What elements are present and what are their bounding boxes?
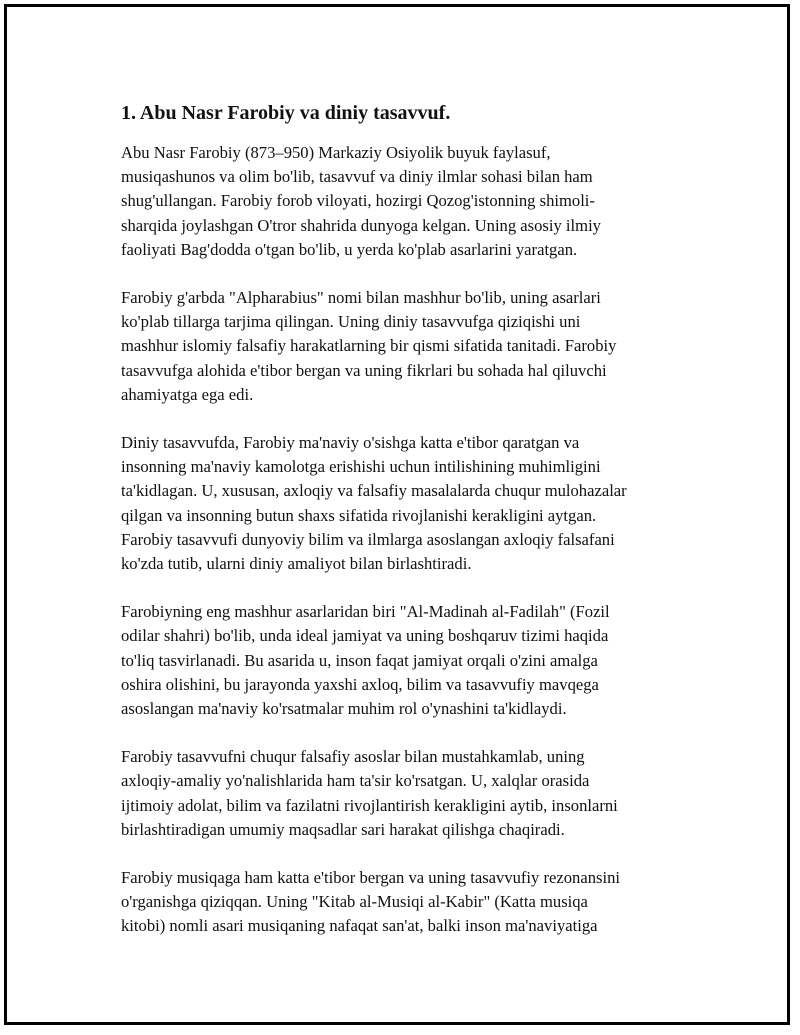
paragraph-line: to'liq tasvirlanadi. Bu asarida u, inson faqat jamiyat orqali o'zini amalga — [121, 650, 598, 670]
paragraph-line: Farobiyning eng mashhur asarlaridan biri "Al-Madinah al-Fadilah" (Fozil — [121, 602, 610, 622]
paragraph-line: ko'plab tillarga tarjima qilingan. Uning diniy tasavvufga qiziqishi uni — [121, 312, 581, 332]
paragraph-line: ahamiyatga ega edi. — [121, 384, 254, 404]
paragraph-line: tasavvufga alohida e'tibor bergan va uning fikrlari bu sohada hal qiluvchi — [121, 360, 607, 380]
paragraph-6 — [121, 866, 691, 939]
paragraph-line: birlashtiradigan umumiy maqsadlar sari harakat qilishga chaqiradi. — [121, 819, 565, 839]
paragraph-line: qilgan va insonning butun shaxs sifatida rivojlanishi kerakligini aytgan. — [121, 505, 597, 525]
document-body — [121, 99, 691, 963]
document-page — [4, 4, 790, 1025]
document-title: 1. Abu Nasr Farobiy va diniy tasavvuf. — [121, 102, 451, 124]
paragraph-1 — [121, 141, 691, 262]
paragraph-line: Farobiy tasavvufni chuqur falsafiy asoslar bilan mustahkamlab, uning — [121, 747, 585, 767]
paragraph-line: ta'kidlagan. U, xususan, axloqiy va falsafiy masalalarda chuqur mulohazalar — [121, 481, 627, 501]
paragraph-line: odilar shahri) bo'lib, unda ideal jamiyat va uning boshqaruv tizimi haqida — [121, 626, 609, 646]
paragraph-line: oshira olishini, bu jarayonda yaxshi axloq, bilim va tasavvufiy mavqega — [121, 674, 599, 694]
paragraph-line: Farobiy g'arbda "Alpharabius" nomi bilan mashhur bo'lib, uning asarlari — [121, 288, 601, 308]
paragraph-line: faoliyati Bag'dodda o'tgan bo'lib, u yerda ko'plab asarlarini yaratgan. — [121, 239, 578, 259]
paragraph-line: asoslangan ma'naviy ko'rsatmalar muhim rol o'ynashini ta'kidlaydi. — [121, 699, 567, 719]
paragraph-line: mashhur islomiy falsafiy harakatlarning bir qismi sifatida tanitadi. Farobiy — [121, 336, 617, 356]
paragraph-line: Diniy tasavvufda, Farobiy ma'naviy o'sishga katta e'tibor qaratgan va — [121, 433, 580, 453]
paragraph-line: Abu Nasr Farobiy (873–950) Markaziy Osiyolik buyuk faylasuf, — [121, 143, 551, 162]
paragraph-2 — [121, 286, 691, 407]
paragraph-line: Farobiy tasavvufi dunyoviy bilim va ilmlarga asoslangan axloqiy falsafani — [121, 529, 615, 549]
paragraph-line: insonning ma'naviy kamolotga erishishi uchun intilishining muhimligini — [121, 457, 601, 477]
paragraph-5 — [121, 745, 691, 842]
paragraph-line: o'rganishga qiziqqan. Uning "Kitab al-Musiqi al-Kabir" (Katta musiqa — [121, 892, 588, 912]
paragraph-list — [121, 141, 691, 939]
paragraph-line: Farobiy musiqaga ham katta e'tibor bergan va uning tasavvufiy rezonansini — [121, 868, 620, 888]
paragraph-line: shug'ullangan. Farobiy forob viloyati, hozirgi Qozog'istonning shimoli- — [121, 191, 595, 211]
paragraph-4 — [121, 600, 691, 721]
paragraph-3 — [121, 431, 691, 576]
paragraph-line: axloqiy-amaliy yo'nalishlarida ham ta'sir ko'rsatgan. U, xalqlar orasida — [121, 771, 590, 791]
paragraph-line: ko'zda tutib, ularni diniy amaliyot bilan birlashtiradi. — [121, 554, 472, 574]
paragraph-line: ijtimoiy adolat, bilim va fazilatni rivojlantirish kerakligini aytib, insonlarni — [121, 795, 618, 815]
paragraph-line: sharqida joylashgan O'tror shahrida dunyoga kelgan. Uning asosiy ilmiy — [121, 215, 601, 235]
paragraph-line: kitobi) nomli asari musiqaning nafaqat san'at, balki inson ma'naviyatiga — [121, 916, 598, 936]
paragraph-line: musiqashunos va olim bo'lib, tasavvuf va diniy ilmlar sohasi bilan ham — [121, 167, 593, 187]
